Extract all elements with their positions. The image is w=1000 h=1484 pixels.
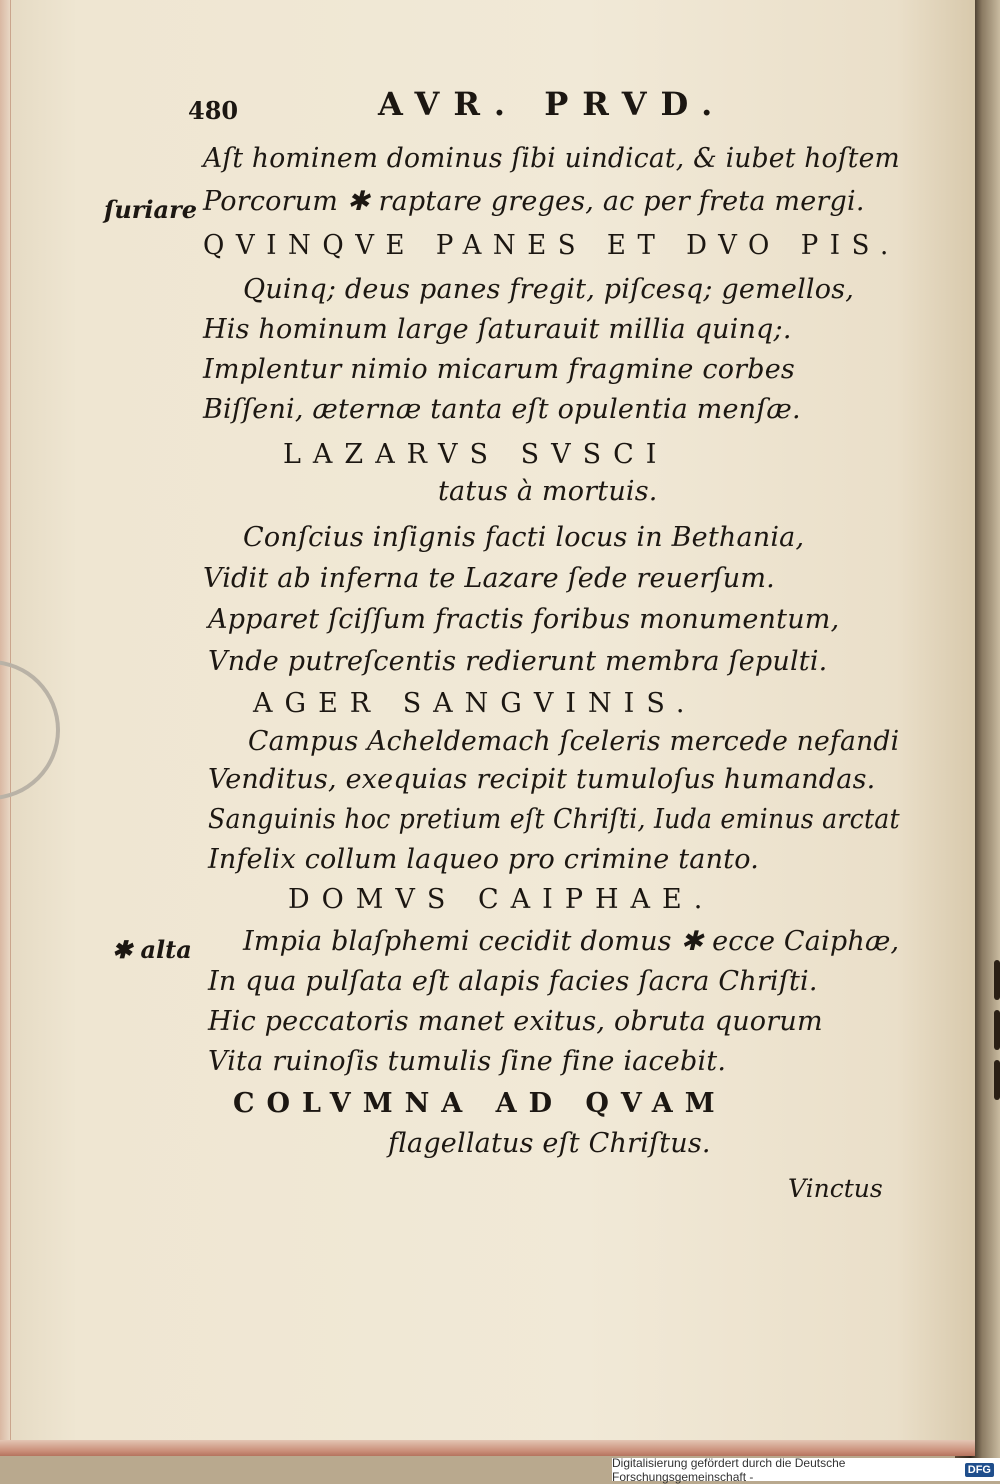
verse-line: Biſſeni, æternæ tanta eſt opulentia menſæ. bbox=[203, 394, 801, 425]
verse-line: In qua pulſata eſt alapis facies ſacra Chriſti. bbox=[208, 966, 818, 997]
credit-text: Digitalisierung gefördert durch die Deutsche Forschungsgemeinschaft - bbox=[612, 1455, 846, 1484]
section-subheading: tatus à mortuis. bbox=[438, 476, 658, 507]
verse-line: Vidit ab inferna te Lazare ſede reuerſum. bbox=[203, 563, 775, 594]
section-heading: AGER SANGVINIS. bbox=[253, 688, 697, 719]
verse-line: Vita ruinoſis tumulis ſine fine iacebit. bbox=[208, 1046, 727, 1077]
margin-note: ✱ alta bbox=[112, 935, 192, 964]
page-bottom-edge bbox=[0, 1440, 975, 1456]
dfg-logo-icon: DFG bbox=[965, 1463, 994, 1477]
catchword: Vinctus bbox=[788, 1174, 883, 1203]
verse-line: His hominum large ſaturauit millia quinq;. bbox=[203, 314, 792, 345]
section-heading: LAZARVS SVSCI bbox=[283, 439, 669, 470]
verse-line: Sanguinis hoc pretium eſt Chriſti, Iuda eminus arctat bbox=[208, 804, 900, 835]
verse-line: Campus Acheldemach ſceleris mercede nefandi bbox=[248, 726, 900, 757]
digitization-credit bbox=[612, 1455, 1000, 1484]
verse-line: Apparet ſciſſum fractis foribus monumentum, bbox=[208, 604, 840, 635]
verse-line: Aſt hominem dominus ſibi uindicat, & iubet hoſtem bbox=[203, 143, 900, 174]
verse-line: Conſcius inſignis facti locus in Bethania, bbox=[243, 522, 805, 553]
section-heading: QVINQVE PANES ET DVO PIS. bbox=[203, 230, 900, 261]
verse-line: Venditus, exequias recipit tumuloſus humandas. bbox=[208, 764, 876, 795]
verse-line: Vnde putreſcentis redierunt membra ſepulti. bbox=[208, 646, 828, 677]
section-heading: DOMVS CAIPHAE. bbox=[288, 884, 715, 915]
section-subheading: flagellatus eſt Chriſtus. bbox=[388, 1128, 711, 1159]
verse-line: Implentur nimio micarum fragmine corbes bbox=[203, 354, 795, 385]
running-title: AVR. PRVD. bbox=[378, 85, 727, 123]
gutter-mark bbox=[994, 960, 1000, 1000]
section-heading: COLVMNA AD QVAM bbox=[233, 1088, 727, 1119]
margin-note: ſuriare bbox=[104, 195, 197, 224]
verse-line: Hic peccatoris manet exitus, obruta quorum bbox=[208, 1006, 823, 1037]
verse-line: Quinq; deus panes fregit, piſcesq; gemellos, bbox=[243, 274, 855, 305]
verse-line: Infelix collum laqueo pro crimine tanto. bbox=[208, 844, 759, 875]
gutter-mark bbox=[994, 1010, 1000, 1050]
page-clip-icon bbox=[0, 660, 60, 800]
verse-line: Porcorum ✱ raptare greges, ac per freta mergi. bbox=[203, 186, 865, 217]
gutter-mark bbox=[994, 1060, 1000, 1100]
folio-number: 480 bbox=[188, 96, 239, 125]
verse-line: Impia blaſphemi cecidit domus ✱ ecce Caiphæ, bbox=[243, 926, 900, 957]
